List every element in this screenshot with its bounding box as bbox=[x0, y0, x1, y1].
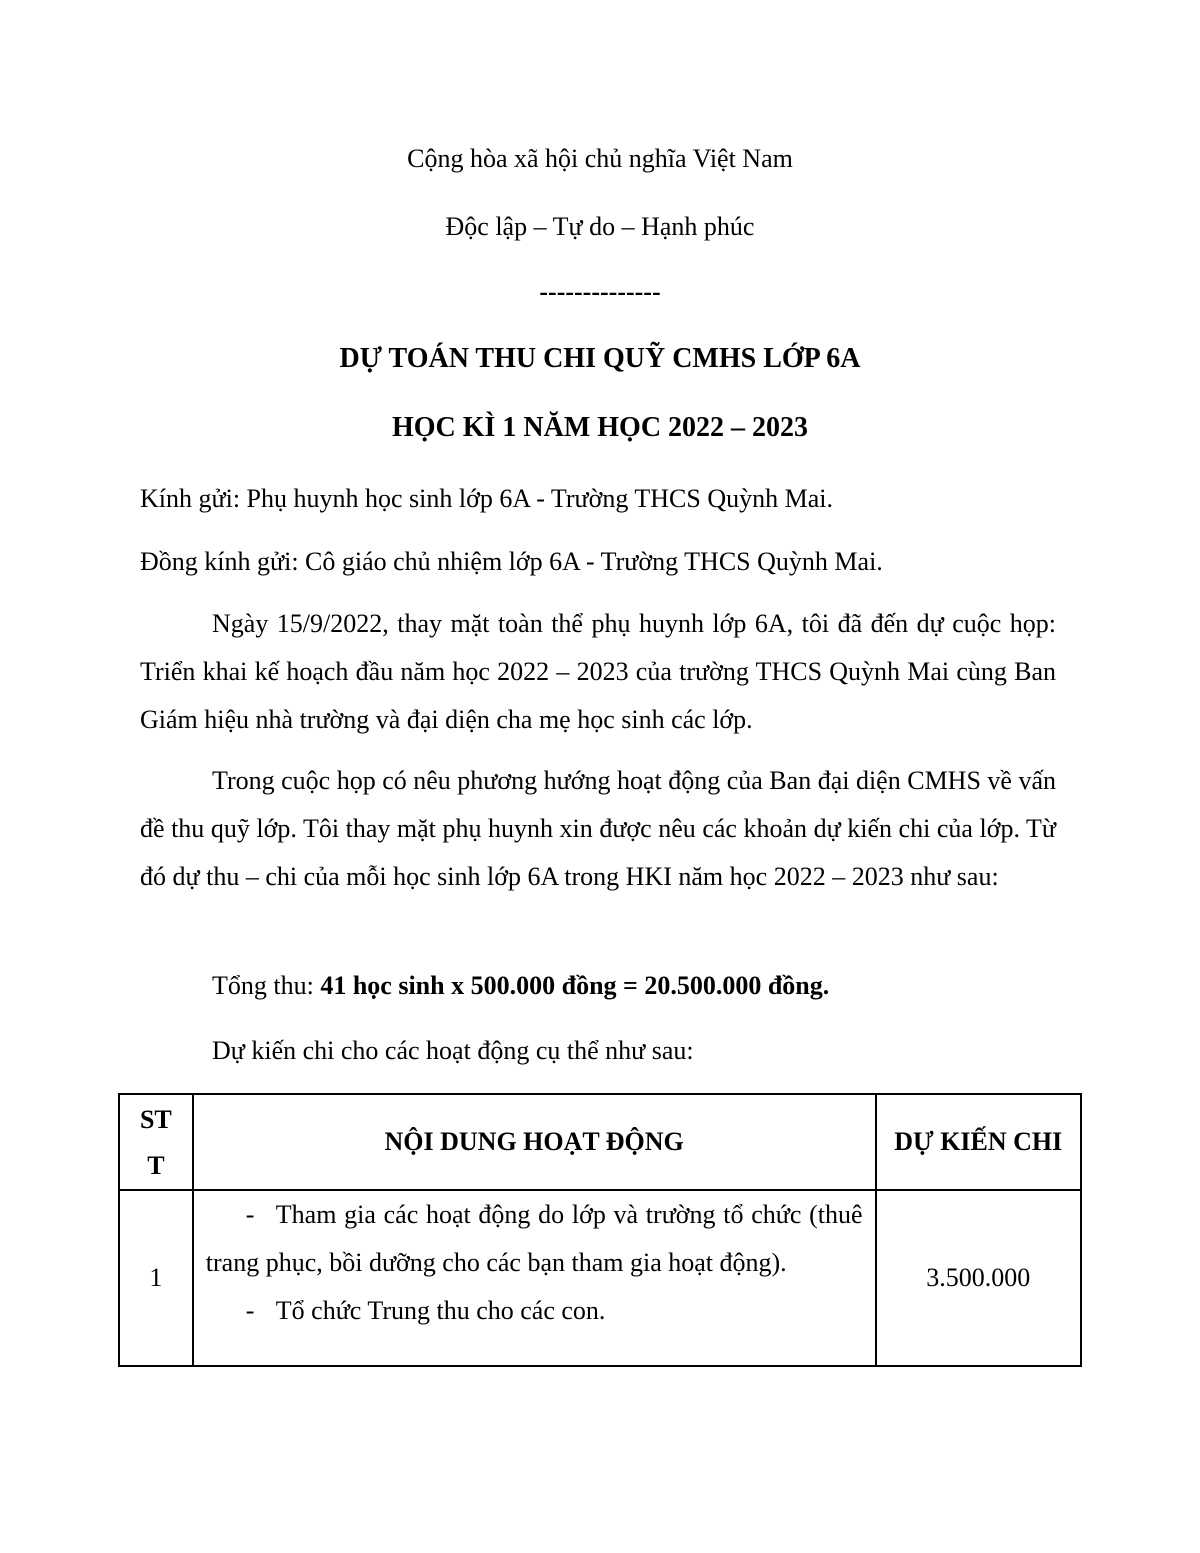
row-item-1 bbox=[206, 1191, 863, 1287]
document-title-line1: DỰ TOÁN THU CHI QUỸ CMHS LỚP 6A bbox=[339, 343, 861, 374]
motto-heading: Độc lập – Tự do – Hạnh phúc bbox=[445, 212, 755, 241]
header-stt-line1: ST bbox=[139, 1105, 172, 1134]
bullet-dash: - bbox=[245, 1296, 255, 1325]
row-content bbox=[193, 1190, 876, 1366]
document-title-line2: HỌC KÌ 1 NĂM HỌC 2022 – 2023 bbox=[391, 412, 809, 443]
table-row bbox=[119, 1190, 1081, 1366]
recipient-cc: Đồng kính gửi: Cô giáo chủ nhiệm lớp 6A - Trường THCS Quỳnh Mai. bbox=[140, 547, 883, 576]
header-stt-line2: T bbox=[147, 1151, 165, 1180]
row-stt: 1 bbox=[119, 1190, 193, 1366]
row-cost: 3.500.000 bbox=[876, 1190, 1081, 1366]
paragraph-fund: Trong cuộc họp có nêu phương hướng hoạt động của Ban đại diện CMHS về vấn đề thu quỹ lớp. Tôi thay mặt phụ huynh xin được nêu các khoản dự kiến chi của lớp. Từ đó dự thu – chi của mỗi học sinh lớp 6A trong HKI năm học 2022 – 2023 như sau: bbox=[140, 766, 1056, 891]
total-income-value: 41 học sinh x 500.000 đồng = 20.500.000 đồng. bbox=[320, 971, 830, 1000]
row-item-2 bbox=[206, 1287, 863, 1335]
paragraph-meeting: Ngày 15/9/2022, thay mặt toàn thể phụ huynh lớp 6A, tôi đã đến dự cuộc họp: Triển khai kế hoạch đầu năm học 2022 – 2023 của trường THCS Quỳnh Mai cùng Ban Giám hiệu nhà trường và đại diện cha mẹ học sinh các lớp. bbox=[140, 609, 1056, 734]
header-content: NỘI DUNG HOẠT ĐỘNG bbox=[193, 1094, 876, 1190]
total-income bbox=[212, 970, 829, 1002]
recipient-to: Kính gửi: Phụ huynh học sinh lớp 6A - Trường THCS Quỳnh Mai. bbox=[140, 484, 833, 513]
header-stt bbox=[119, 1094, 193, 1190]
table-header-row bbox=[119, 1094, 1081, 1190]
total-income-label: Tổng thu: bbox=[212, 971, 321, 1000]
planned-expense-intro: Dự kiến chi cho các hoạt động cụ thể như sau: bbox=[212, 1036, 694, 1065]
header-cost: DỰ KIẾN CHI bbox=[876, 1094, 1081, 1190]
bullet-dash: - bbox=[245, 1200, 255, 1229]
row-item-1-text: Tham gia các hoạt động do lớp và trường tổ chức (thuê trang phục, bồi dưỡng cho các bạn tham gia hoạt động). bbox=[205, 1200, 863, 1277]
budget-table bbox=[118, 1093, 1082, 1367]
row-item-2-text: Tổ chức Trung thu cho các con. bbox=[275, 1296, 606, 1325]
header-separator: -------------- bbox=[539, 277, 661, 306]
nation-heading: Cộng hòa xã hội chủ nghĩa Việt Nam bbox=[407, 144, 793, 173]
